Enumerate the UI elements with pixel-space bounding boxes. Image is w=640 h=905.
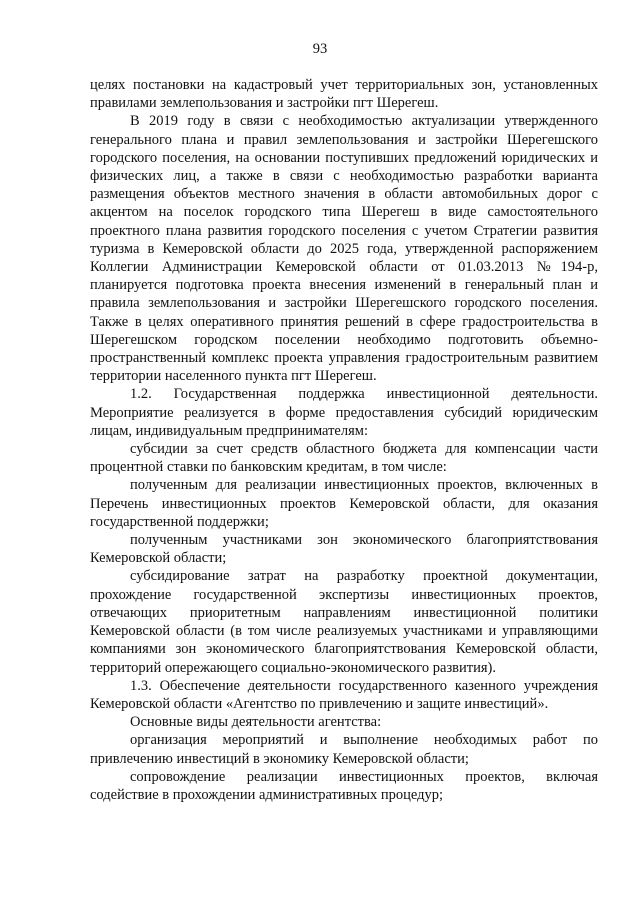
paragraph-agency-activity-1: организация мероприятий и выполнение необходимых работ по привлечению инвестиций в экономику Кемеровской области;: [90, 732, 598, 767]
paragraph-subsidies-interest: субсидии за счет средств областного бюджета для компенсации части процентной ставки по банковским кредитам, в том числе:: [90, 441, 598, 476]
paragraph-section-1-2: 1.2. Государственная поддержка инвестиционной деятельности. Мероприятие реализуется в форме предоставления субсидий юридическим лицам, индивидуальным предпринимателям:: [90, 386, 598, 439]
paragraph-section-1-3: 1.3. Обеспечение деятельности государственного казенного учреждения Кемеровской области «Агентство по привлечению и защите инвестиций».: [90, 677, 598, 712]
paragraph-continuation: целях постановки на кадастровый учет территориальных зон, установленных правилами землепользования и застройки пгт Шерегеш.: [90, 77, 598, 112]
paragraph-design-subsidies: субсидирование затрат на разработку проектной документации, прохождение государственной экспертизы инвестиционных проектов, отвечающих приоритетным направлениям инвестиционной политики Кемеровской области (в том числе реализуемых участниками и управляющими компаниями зон экономического благоприятствования Кемеровской области, территорий опережающего социально-экономического развития).: [90, 568, 598, 676]
paragraph-investment-projects-list: полученным для реализации инвестиционных проектов, включенных в Перечень инвестиционных проектов Кемеровской области, для оказания государственной поддержки;: [90, 477, 598, 530]
paragraph-agency-activities-heading: Основные виды деятельности агентства:: [130, 714, 382, 731]
document-body: [90, 76, 598, 804]
paragraph-economic-zones: полученным участниками зон экономического благоприятствования Кемеровской области;: [90, 532, 598, 567]
page-number: 93: [312, 41, 328, 57]
paragraph-general-plan-2019: В 2019 году в связи с необходимостью актуализации утвержденного генерального плана и правил землепользования и застройки Шерегешского городского поселения, на основании поступивших предложений юридических и физических лиц, а также в связи с необходимостью разработки варианта размещения объектов местного значения в области автомобильных дорог с акцентом на поселок городского типа Шерегеш в виде самостоятельного проектного плана развития городского поселения с учетом Стратегии развития туризма в Кемеровской области до 2025 года, утвержденной распоряжением Коллегии Администрации Кемеровской области от 01.03.2013 №194-р, планируется подготовка проекта внесения изменений в генеральный план и правила землепользования и застройки Шерегешского городского поселения. Также в целях оперативного принятия решений в сфере градостроительства в Шерегешском городском поселении необходимо подготовить объемно-пространственный комплекс проекта управления градостроительным развитием территории населенного пункта пгт Шерегеш.: [90, 113, 598, 385]
paragraph-agency-activity-2: сопровождение реализации инвестиционных проектов, включая содействие в прохождении административных процедур;: [90, 768, 598, 803]
